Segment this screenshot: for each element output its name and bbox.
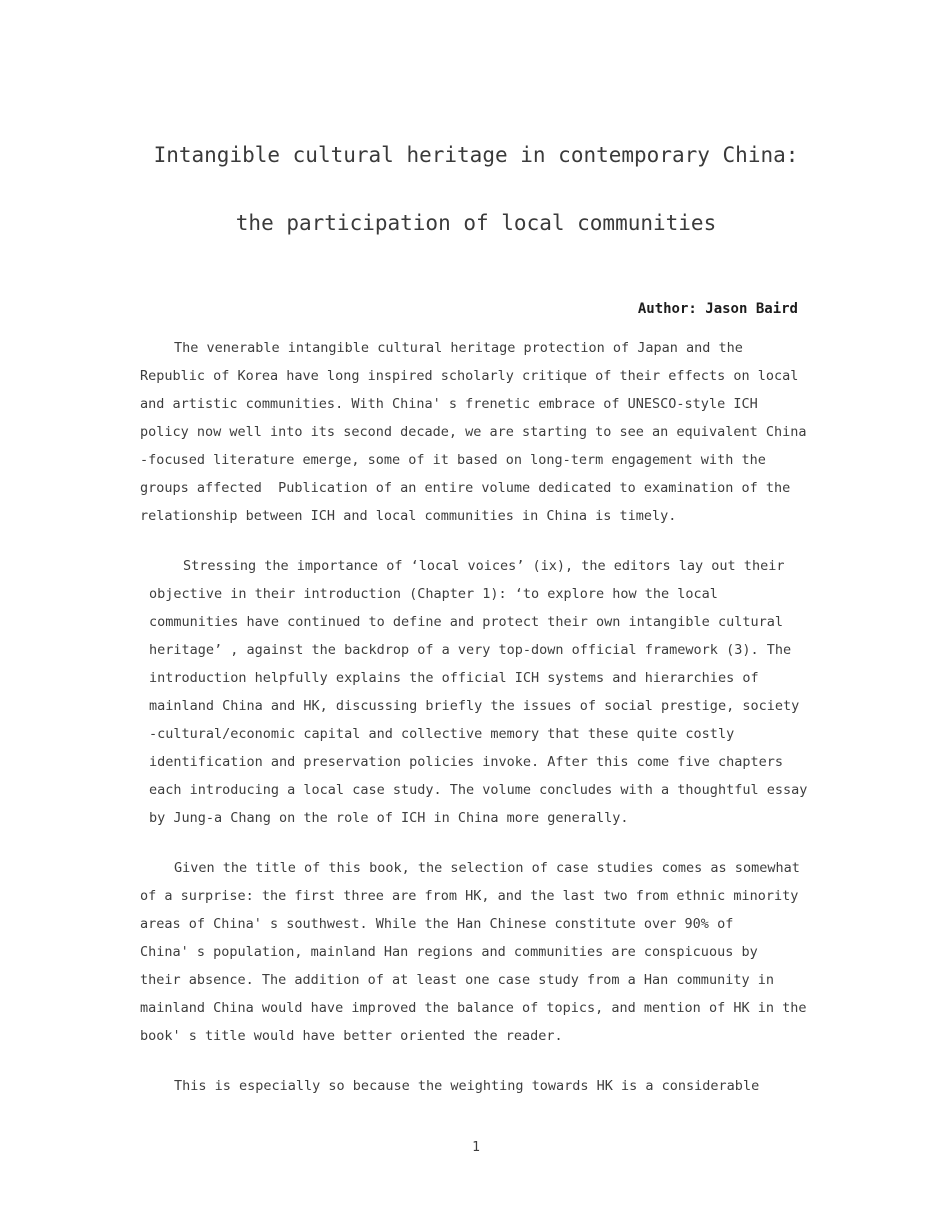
body-line: mainland China and HK, discussing briefly the issues of social prestige, society <box>149 698 800 714</box>
body-line: and artistic communities. With China' s frenetic embrace of UNESCO-style ICH <box>140 396 758 412</box>
body-line: introduction helpfully explains the official ICH systems and hierarchies of <box>149 670 759 686</box>
paragraph-1 <box>140 334 852 530</box>
body-line: China' s population, mainland Han regions and communities are conspicuous by <box>140 944 758 960</box>
body-line: objective in their introduction (Chapter 1): ‘to explore how the local <box>149 586 718 602</box>
body-line: each introducing a local case study. The volume concludes with a thoughtful essay <box>149 782 808 798</box>
body-line: Given the title of this book, the selection of case studies comes as somewhat <box>174 860 800 876</box>
document-body <box>140 334 852 1100</box>
body-line: -focused literature emerge, some of it based on long-term engagement with the <box>140 452 766 468</box>
document-title-line1: Intangible cultural heritage in contemporary China: <box>153 143 799 167</box>
body-line: communities have continued to define and protect their own intangible cultural <box>149 614 783 630</box>
body-line: The venerable intangible cultural heritage protection of Japan and the <box>174 340 743 356</box>
body-line: heritage’ , against the backdrop of a very top-down official framework (3). The <box>149 642 792 658</box>
body-line: areas of China' s southwest. While the Han Chinese constitute over 90% of <box>140 916 734 932</box>
document-title-line2: the participation of local communities <box>235 211 717 235</box>
body-line: Republic of Korea have long inspired scholarly critique of their effects on local <box>140 368 799 384</box>
page-number: 1 <box>472 1140 480 1155</box>
body-line: of a surprise: the first three are from HK, and the last two from ethnic minority <box>140 888 799 904</box>
body-line: This is especially so because the weighting towards HK is a considerable <box>174 1078 760 1094</box>
author-byline: Author: Jason Baird <box>637 301 798 317</box>
body-line: relationship between ICH and local communities in China is timely. <box>140 508 677 524</box>
body-line: identification and preservation policies invoke. After this come five chapters <box>149 754 783 770</box>
paragraph-2 <box>149 552 852 832</box>
body-line: by Jung-a Chang on the role of ICH in China more generally. <box>149 810 629 826</box>
body-line: policy now well into its second decade, we are starting to see an equivalent China <box>140 424 807 440</box>
body-line: -cultural/economic capital and collective memory that these quite costly <box>149 726 735 742</box>
body-line: groups affected Publication of an entire volume dedicated to examination of the <box>140 480 791 496</box>
body-line: their absence. The addition of at least one case study from a Han community in <box>140 972 774 988</box>
body-line: book' s title would have better oriented the reader. <box>140 1028 563 1044</box>
body-line: mainland China would have improved the balance of topics, and mention of HK in the <box>140 1000 807 1016</box>
paragraph-3 <box>140 854 852 1050</box>
paragraph-4 <box>140 1072 852 1100</box>
body-line: Stressing the importance of ‘local voices’ (ix), the editors lay out their <box>183 558 785 574</box>
